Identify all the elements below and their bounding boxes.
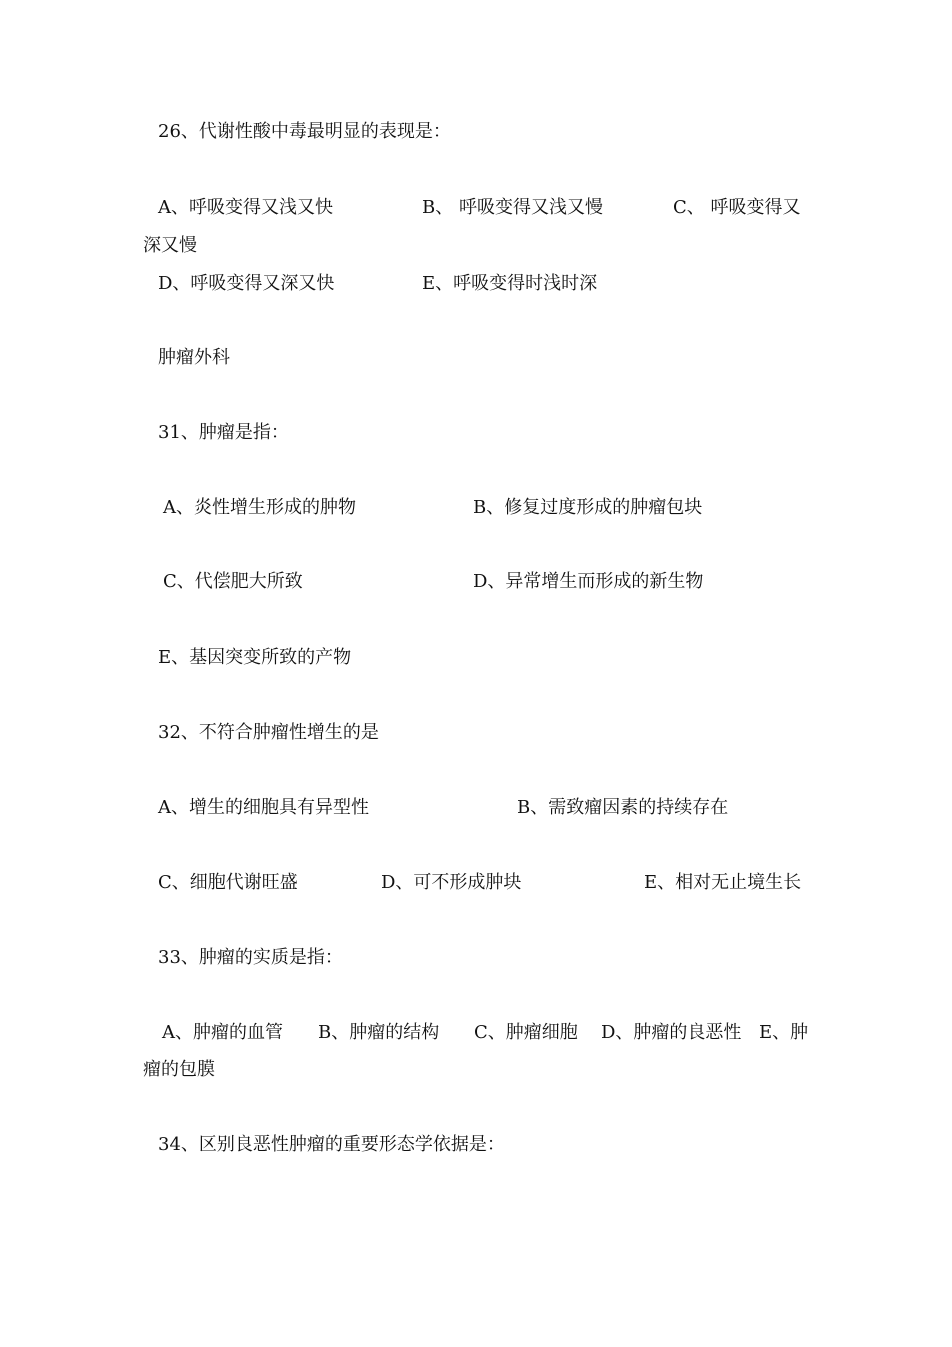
question-33-stem: 33、肿瘤的实质是指： [158, 947, 343, 968]
question-33-option-e: E、肿 [759, 1022, 809, 1043]
question-26-option-a: A、呼吸变得又浅又快 [158, 197, 333, 218]
question-32-option-a: A、增生的细胞具有异型性 [158, 797, 369, 818]
question-31-stem: 31、肿瘤是指： [158, 422, 289, 443]
question-33-option-a: A、肿瘤的血管 [162, 1022, 283, 1043]
question-34-stem: 34、区别良恶性肿瘤的重要形态学依据是： [158, 1134, 505, 1155]
question-32-option-b: B、需致瘤因素的持续存在 [517, 797, 729, 818]
question-31-option-a: A、炎性增生形成的肿物 [163, 497, 356, 518]
question-33-option-c: C、肿瘤细胞 [474, 1022, 578, 1043]
question-31-option-e: E、基因突变所致的产物 [158, 647, 352, 668]
question-31-option-d: D、异常增生而形成的新生物 [473, 571, 704, 592]
question-26-option-b: B、 呼吸变得又浅又慢 [422, 197, 603, 218]
question-31-option-b: B、修复过度形成的肿瘤包块 [473, 497, 703, 518]
question-26-option-e: E、呼吸变得时浅时深 [422, 273, 598, 294]
question-32-stem: 32、不符合肿瘤性增生的是 [158, 722, 379, 743]
question-26-option-c: C、 呼吸变得又 [673, 197, 801, 218]
question-33-option-d: D、肿瘤的良恶性 [601, 1022, 742, 1043]
question-32-option-d: D、可不形成肿块 [381, 872, 522, 893]
question-26-option-c-continued: 深又慢 [143, 235, 197, 256]
question-33-option-e-continued: 瘤的包膜 [143, 1059, 215, 1080]
question-31-option-c: C、代偿肥大所致 [163, 571, 303, 592]
question-26-stem: 26、代谢性酸中毒最明显的表现是： [158, 121, 451, 142]
section-heading: 肿瘤外科 [158, 347, 230, 368]
question-26-option-d: D、呼吸变得又深又快 [158, 273, 335, 294]
question-32-option-e: E、相对无止境生长 [644, 872, 802, 893]
question-33-option-b: B、肿瘤的结构 [318, 1022, 440, 1043]
question-32-option-c: C、细胞代谢旺盛 [158, 872, 298, 893]
